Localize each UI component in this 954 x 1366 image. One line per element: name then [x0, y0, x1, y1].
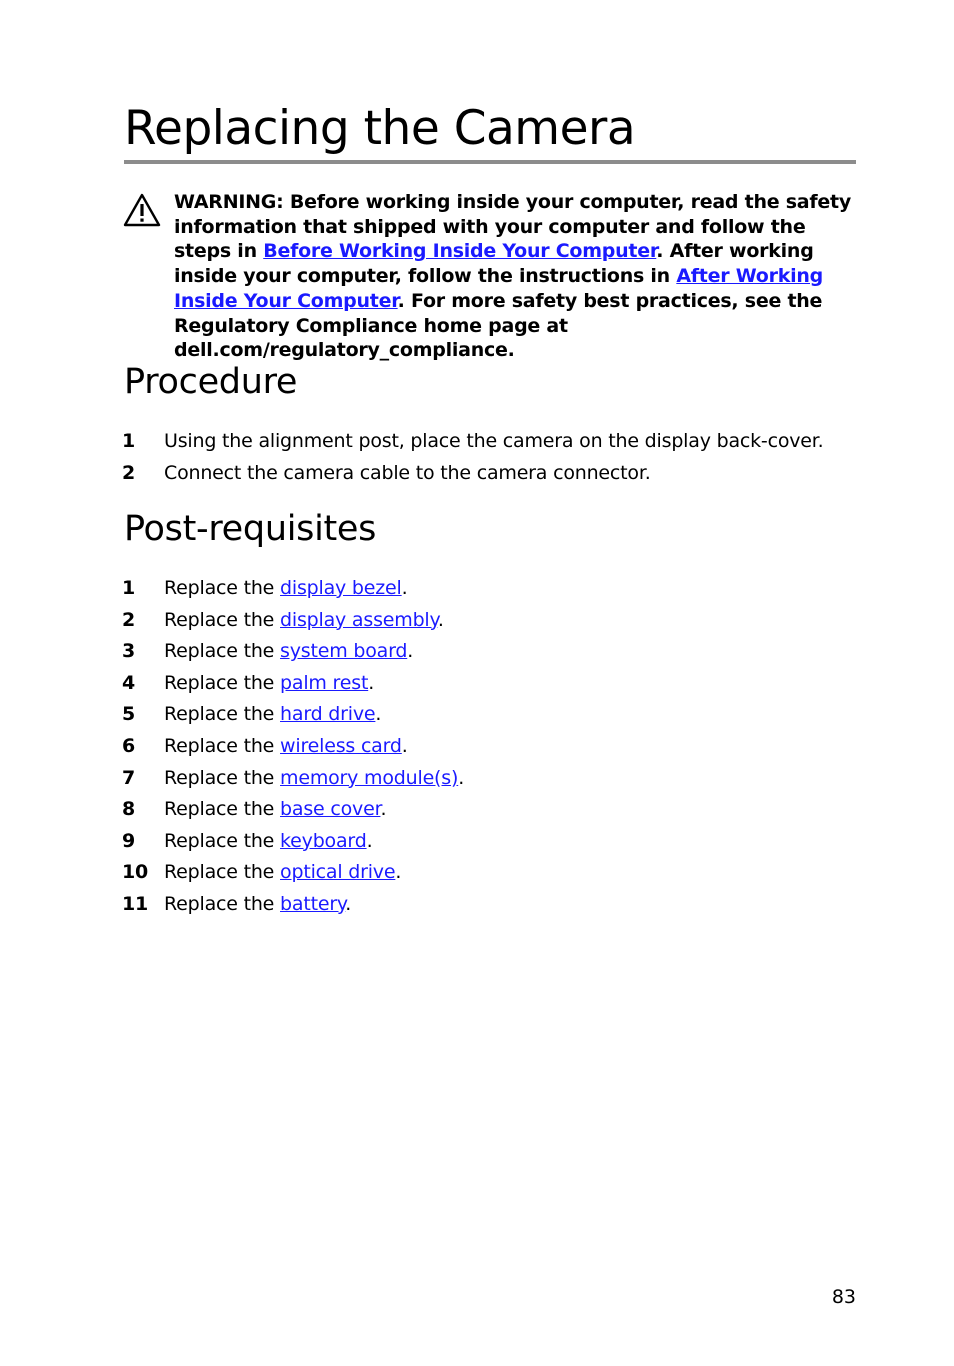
warning-text-middle: . After working inside your computer, follow the instructions in — [174, 240, 814, 288]
step-number: 2 — [122, 461, 136, 484]
step-prefix: Replace the — [164, 577, 281, 599]
warning-text-prefix: WARNING: Before working inside your computer, read the safety information that shipped with your computer and follow the steps in — [174, 191, 851, 263]
step-number: 9 — [122, 829, 136, 852]
step-number: 2 — [122, 608, 136, 631]
step-text: Replace the wireless card. — [164, 734, 408, 757]
procedure-step — [122, 458, 882, 490]
step-prefix: Replace the — [164, 766, 281, 789]
procedure-steps — [122, 426, 882, 489]
step-text: Replace the display assembly. — [164, 608, 444, 631]
procedure-heading: Procedure — [124, 362, 298, 402]
postrequisite-step — [122, 573, 882, 605]
step-text: Connect the camera cable to the camera connector. — [164, 461, 651, 484]
step-number: 8 — [122, 798, 136, 821]
step-number: 1 — [122, 577, 136, 599]
step-text: Replace the hard drive. — [164, 703, 382, 726]
step-link[interactable]: display bezel — [280, 577, 402, 599]
step-number: 1 — [122, 430, 136, 452]
step-prefix: Replace the — [164, 608, 281, 631]
step-text: Using the alignment post, place the camera on the display back-cover. — [164, 430, 824, 452]
step-prefix: Replace the — [164, 829, 281, 852]
postrequisite-step — [122, 699, 882, 731]
step-prefix: Replace the — [164, 671, 281, 694]
step-number: 5 — [122, 703, 136, 726]
step-number: 10 — [122, 861, 149, 884]
title-divider — [124, 160, 856, 164]
step-prefix: Replace the — [164, 640, 281, 663]
step-text: Replace the system board. — [164, 640, 414, 663]
step-link[interactable]: hard drive — [280, 703, 376, 726]
postrequisite-step — [122, 794, 882, 826]
step-number: 3 — [122, 640, 136, 663]
postrequisite-step — [122, 605, 882, 637]
step-link[interactable]: optical drive — [280, 861, 396, 884]
after-working-link[interactable]: After Working Inside Your Computer — [174, 265, 823, 312]
procedure-step — [122, 426, 882, 458]
step-prefix: Replace the — [164, 798, 281, 821]
step-number: 4 — [122, 671, 136, 694]
step-number: 6 — [122, 734, 136, 757]
step-link[interactable]: system board — [280, 640, 408, 663]
step-prefix: Replace the — [164, 892, 281, 915]
step-text: Replace the memory module(s). — [164, 766, 465, 789]
postrequisite-step — [122, 889, 882, 921]
postrequisite-step — [122, 668, 882, 700]
step-number: 11 — [122, 892, 149, 915]
step-text: Replace the battery. — [164, 892, 352, 915]
step-prefix: Replace the — [164, 734, 281, 757]
step-link[interactable]: base cover — [280, 798, 381, 821]
step-link[interactable]: memory module(s) — [280, 766, 459, 789]
postrequisite-step — [122, 857, 882, 889]
step-prefix: Replace the — [164, 703, 281, 726]
warning-triangle-icon — [123, 193, 161, 227]
page-title: Replacing the Camera — [124, 101, 636, 156]
postrequisite-step — [122, 731, 882, 763]
postrequisite-step — [122, 763, 882, 795]
step-text: Replace the display bezel. — [164, 577, 408, 599]
postrequisites-steps — [122, 573, 882, 921]
before-working-link[interactable]: Before Working Inside Your Computer — [263, 240, 657, 263]
step-text: Replace the base cover. — [164, 798, 387, 821]
warning-text-suffix: . For more safety best practices, see the Regulatory Compliance home page at dell.com/regulatory_compliance. — [174, 289, 823, 362]
step-text: Replace the keyboard. — [164, 829, 373, 852]
step-link[interactable]: battery — [280, 892, 346, 915]
step-link[interactable]: display assembly — [280, 608, 438, 631]
step-text: Replace the optical drive. — [164, 861, 402, 884]
step-link[interactable]: keyboard — [280, 829, 367, 852]
warning-notice — [174, 190, 864, 363]
postrequisite-step — [122, 826, 882, 858]
step-link[interactable]: palm rest — [280, 671, 369, 694]
postrequisite-step — [122, 636, 882, 668]
step-number: 7 — [122, 766, 136, 789]
step-text: Replace the palm rest. — [164, 671, 375, 694]
step-link[interactable]: wireless card — [280, 734, 402, 757]
postrequisites-heading: Post-requisites — [124, 509, 377, 549]
page-number: 83 — [831, 1286, 856, 1308]
step-prefix: Replace the — [164, 861, 281, 884]
